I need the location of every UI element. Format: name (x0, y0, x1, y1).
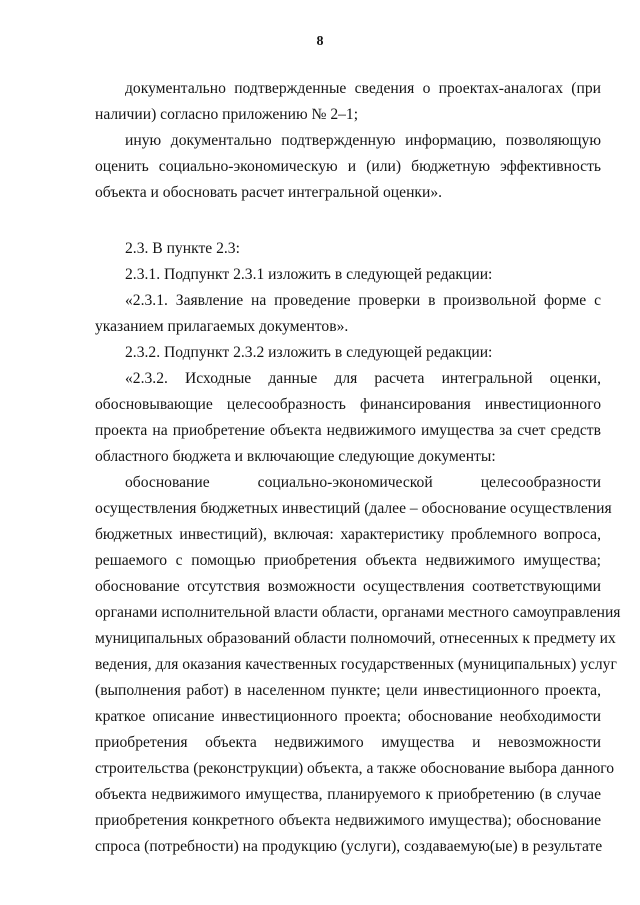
text-line: обоснование социально-экономической целесообразности (125, 474, 601, 491)
text-line: указанием прилагаемых документов». (95, 318, 349, 335)
text-line: 2.3.2. Подпункт 2.3.2 изложить в следующей редакции: (125, 344, 493, 361)
paragraph (95, 128, 601, 206)
paragraph (95, 262, 601, 288)
paragraph (95, 236, 601, 262)
paragraph (95, 76, 601, 128)
text-line: оценить социально-экономическую и (или) бюджетную эффективность (95, 158, 601, 175)
text-line: проекта на приобретение объекта недвижимого имущества за счет средств (95, 422, 601, 439)
document-body (95, 76, 621, 860)
page-number: 8 (316, 34, 324, 49)
text-line: осуществления бюджетных инвестиций (далее – обоснование осуществления (95, 500, 612, 517)
text-line: обоснование отсутствия возможности осуществления соответствующими (95, 578, 601, 595)
paragraph (95, 288, 601, 340)
text-line: ведения, для оказания качественных государственных (муниципальных) услуг (95, 656, 617, 673)
text-line: объекта и обосновать расчет интегральной оценки». (95, 184, 443, 201)
text-line: решаемого с помощью приобретения объекта недвижимого имущества; (95, 552, 601, 569)
text-line: «2.3.1. Заявление на проведение проверки в произвольной форме с (125, 292, 601, 309)
paragraph (95, 470, 621, 860)
text-line: иную документально подтвержденную информацию, позволяющую (125, 132, 601, 149)
text-line: наличии) согласно приложению № 2–1; (95, 106, 359, 123)
text-line: областного бюджета и включающие следующие документы: (95, 448, 496, 465)
text-line: 2.3.1. Подпункт 2.3.1 изложить в следующей редакции: (125, 266, 493, 283)
text-line: «2.3.2. Исходные данные для расчета интегральной оценки, (125, 370, 601, 387)
text-line: приобретения конкретного объекта недвижимого имущества); обоснование (95, 812, 601, 829)
text-line: строительства (реконструкции) объекта, а также обоснование выбора данного (95, 760, 615, 777)
text-line: объекта недвижимого имущества, планируемого к приобретению (в случае (95, 786, 601, 803)
paragraph (95, 366, 601, 470)
text-line: (выполнения работ) в населенном пункте; цели инвестиционного проекта, (95, 682, 601, 699)
text-line: документально подтвержденные сведения о проектах-аналогах (при (125, 80, 601, 97)
text-line: органами исполнительной власти области, органами местного самоуправления (95, 604, 621, 621)
text-line: обосновывающие целесообразность финансирования инвестиционного (95, 396, 601, 413)
text-line: приобретения объекта недвижимого имущества и невозможности (95, 734, 601, 751)
paragraph (95, 340, 601, 366)
text-line: бюджетных инвестиций), включая: характеристику проблемного вопроса, (95, 526, 601, 543)
text-line: 2.3. В пункте 2.3: (125, 240, 240, 257)
text-line: спроса (потребности) на продукцию (услуги), создаваемую(ые) в результате (95, 838, 603, 855)
text-line: муниципальных образований области полномочий, отнесенных к предмету их (95, 630, 616, 647)
text-line: краткое описание инвестиционного проекта; обоснование необходимости (95, 708, 601, 725)
